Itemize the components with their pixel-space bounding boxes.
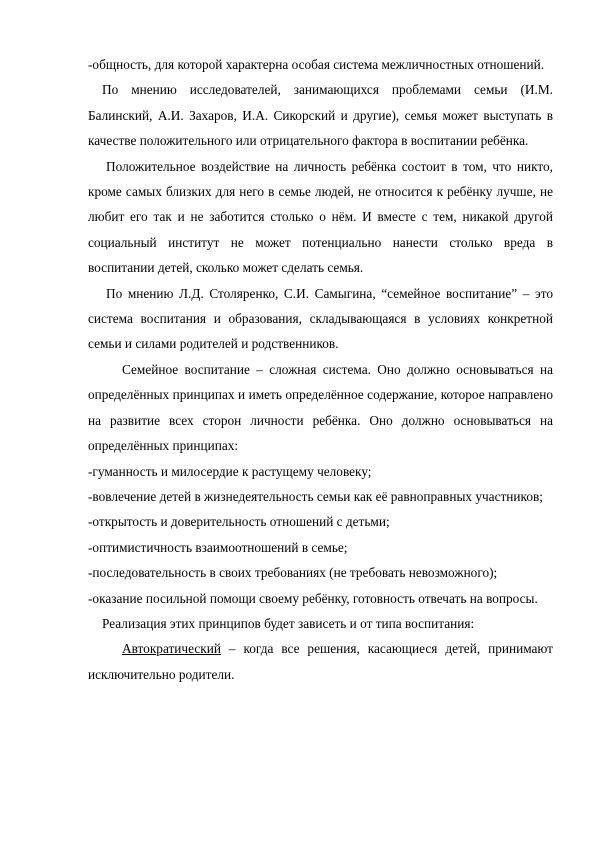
list-item-assistance: -оказание посильной помощи своему ребёнку, готовность отвечать на вопросы. <box>88 590 538 606</box>
document-body <box>88 52 553 687</box>
list-item-optimism: -оптимистичность взаимоотношений в семье; <box>88 539 348 555</box>
paragraph-positive-influence: Положительное воздействие на личность ребёнка состоит в том, что никто, кроме самых близких для него в семье людей, не относится к ребёнку лучше, не любит его так и не заботится столько о нём. И вместе с тем, никакой другой социальный институт не может потенциально нанести столько вреда в воспитании детей, сколько может сделать семья. <box>88 158 553 276</box>
paragraph-family-education-system: Семейное воспитание – сложная система. Оно должно основываться на определённых принципах и иметь определённое содержание, которое направлено на развитие всех сторон личности ребёнка. Оно должно основываться на определённых принципах: <box>88 361 553 454</box>
list-item-humanity: -гуманность и милосердие к растущему человеку; <box>88 463 372 479</box>
list-item-involvement: -вовлечение детей в жизнедеятельность семьи как её равноправных участников; <box>88 488 543 504</box>
paragraph-community-definition: -общность, для которой характерна особая система межличностных отношений. <box>88 57 545 72</box>
term-autocratic: Автократический <box>122 641 221 657</box>
autocratic-description: – когда все решения, касающиеся детей, принимают исключительно родители. <box>88 641 553 682</box>
paragraph-researchers-opinion: По мнению исследователей, занимающихся проблемами семьи (И.М. Балинский, А.И. Захаров, И.А. Сикорский и другие), семья может выступать в качестве положительного или отрицательного фактора в воспитании ребёнка. <box>88 82 553 149</box>
paragraph-upbringing-types: Реализация этих принципов будет зависеть и от типа воспитания: <box>102 615 475 631</box>
list-item-openness: -открытость и доверительность отношений с детьми; <box>88 514 390 530</box>
paragraph-family-education-definition: По мнению Л.Д. Столяренко, С.И. Самыгина, “семейное воспитание” – это система воспитания и образования, складывающаяся в условиях конкретной семьи и силами родителей и родственников. <box>88 285 553 352</box>
list-item-consistency: -последовательность в своих требованиях (не требовать невозможного); <box>88 565 498 581</box>
paragraph-autocratic-type <box>88 636 553 687</box>
